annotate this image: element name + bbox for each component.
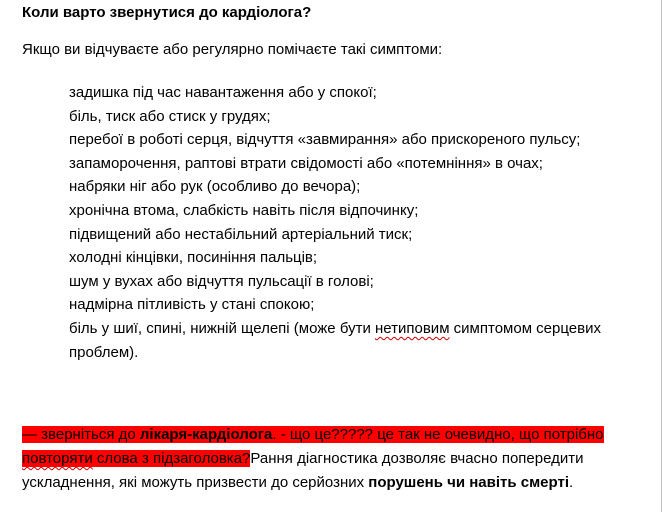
page-edge-rule [661, 0, 662, 512]
list-item: холодні кінцівки, посиніння пальців; [69, 249, 318, 267]
symptom-list [69, 81, 601, 364]
list-item: перебої в роботі серця, відчуття «завмирання» або прискореного пульсу; [69, 131, 581, 149]
list-item-text: симптомом серцевих [449, 319, 601, 337]
highlighted-text: повторяти слова з підзаголовка? [22, 450, 251, 467]
conclusion-line-1 [22, 424, 604, 446]
conclusion-line-3: ускладнення, які можуть призвести до серйозних порушень чи навіть смерті. [22, 474, 574, 491]
list-item-continuation: проблем). [69, 343, 139, 361]
list-item: підвищений або нестабільний артеріальний тиск; [69, 225, 413, 243]
list-item: надмірна пітливість у стані спокою; [69, 296, 315, 314]
editor-comment: - що це????? це так не очевидно, що потрібно [276, 426, 604, 443]
list-item: хронічна втома, слабкість навіть після відпочинку; [69, 201, 419, 219]
list-item: набряки ніг або рук (особливо до вечора); [69, 178, 361, 196]
spellcheck-word[interactable]: нетиповим [375, 319, 450, 337]
list-item-text: біль у шиї, спині, нижній щелепі (може бути [69, 319, 375, 337]
spellcheck-word[interactable]: повторяти [22, 450, 93, 467]
intro-paragraph: Якщо ви відчуваєте або регулярно помічаєте такі симптоми: [22, 41, 443, 58]
list-item: біль, тиск або стиск у грудях; [69, 107, 271, 125]
highlighted-text: — зверніться до лікаря-кардіолога. - що це????? це так не очевидно, що потрібно [22, 426, 604, 443]
list-item: запаморочення, раптові втрати свідомості або «потемніння» в очах; [69, 154, 543, 172]
list-item: шум у вухах або відчуття пульсації в голові; [69, 272, 374, 290]
page-title: Коли варто звернутися до кардіолога? [22, 4, 312, 21]
list-item: задишка під час навантаження або у спокої; [69, 84, 377, 101]
doctor-emphasis: лікаря-кардіолога [139, 426, 273, 443]
emphasis-text: порушень чи навіть смерті [368, 474, 569, 491]
body-text: Рання діагностика дозволяє вчасно попередити [250, 450, 584, 467]
conclusion-line-2 [22, 448, 584, 470]
list-item-last [69, 317, 601, 341]
